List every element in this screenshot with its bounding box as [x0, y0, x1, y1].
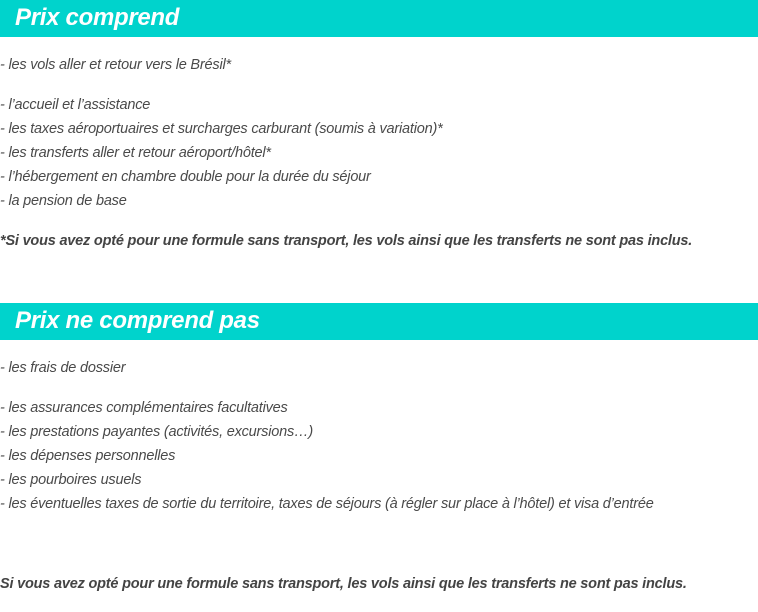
section-title: Prix ne comprend pas	[15, 307, 260, 334]
list-item: - les transferts aller et retour aéroport/hôtel*	[0, 145, 271, 161]
list-item: - les assurances complémentaires facultatives	[0, 400, 288, 416]
list-item: - les prestations payantes (activités, excursions…)	[0, 424, 313, 440]
section-header-prix-ne-comprend-pas	[0, 303, 758, 340]
section-header-prix-comprend	[0, 0, 758, 37]
list-item: - l’hébergement en chambre double pour la durée du séjour	[0, 169, 371, 185]
list-item: - les frais de dossier	[0, 360, 126, 376]
list-item: - les dépenses personnelles	[0, 448, 176, 464]
section-title: Prix comprend	[15, 4, 180, 31]
transport-note: *Si vous avez opté pour une formule sans transport, les vols ainsi que les transferts ne sont pas inclus.	[0, 233, 693, 249]
list-item: - la pension de base	[0, 193, 127, 209]
list-item: - les pourboires usuels	[0, 472, 142, 488]
transport-note: Si vous avez opté pour une formule sans transport, les vols ainsi que les transferts ne sont pas inclus.	[0, 576, 687, 592]
list-item: - l’accueil et l’assistance	[0, 97, 151, 113]
list-item: - les éventuelles taxes de sortie du territoire, taxes de séjours (à régler sur place à l’hôtel) et visa d’entrée	[0, 496, 654, 512]
list-item: - les vols aller et retour vers le Brésil*	[0, 57, 231, 73]
list-item: - les taxes aéroportuaires et surcharges carburant (soumis à variation)*	[0, 121, 443, 137]
